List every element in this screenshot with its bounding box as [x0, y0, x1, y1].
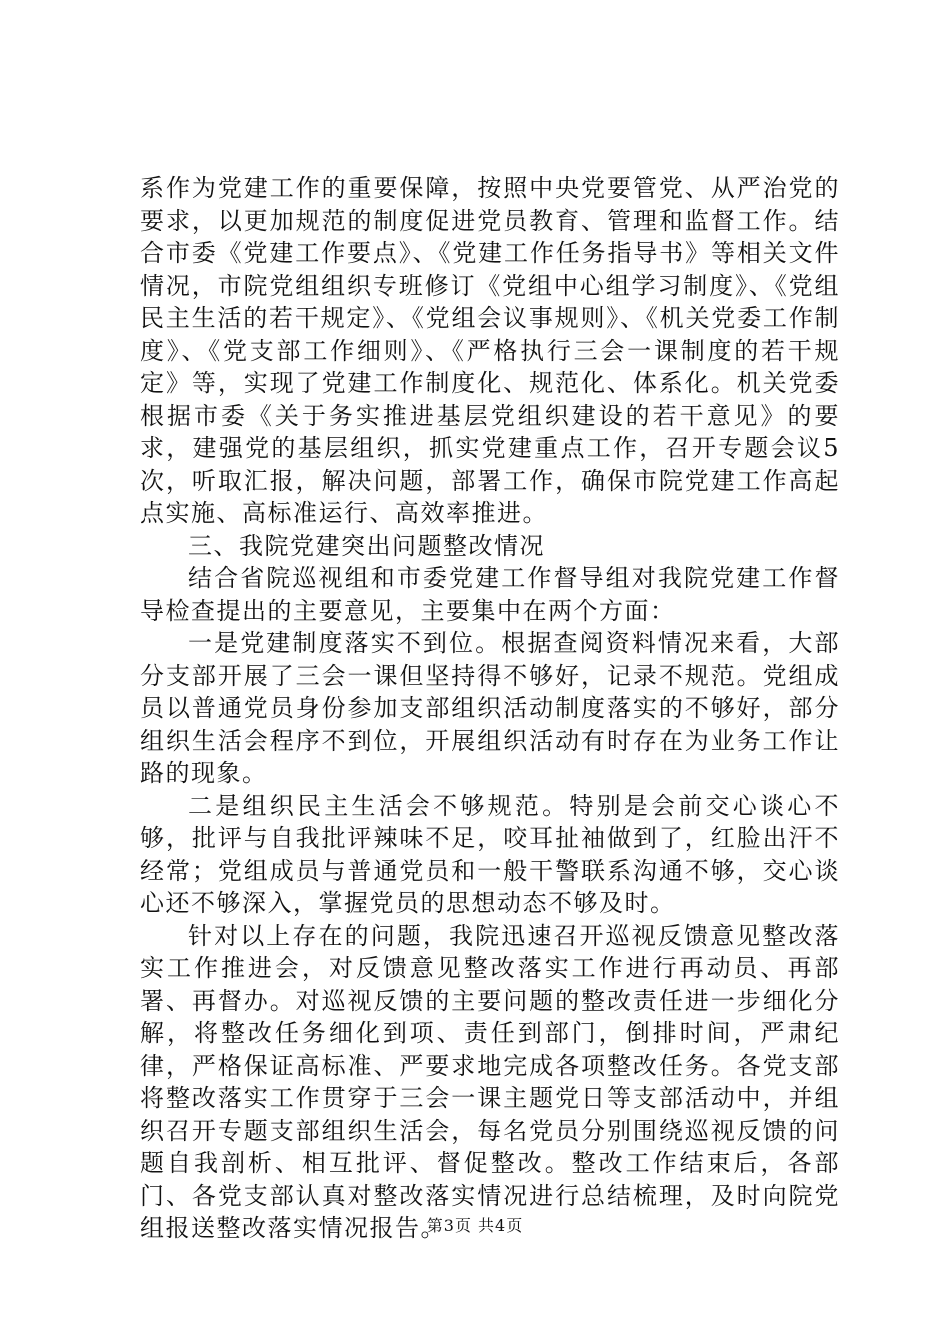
paragraph-issue-one: 一是党建制度落实不到位。根据查阅资料情况来看，大部分支部开展了三会一课但坚持得不够好，记录不规范。党组成员以普通党员身份参加支部组织活动制度落实的不够好，部分组织生活会程序不到位，开展组织活动有时存在为业务工作让路的现象。: [140, 629, 840, 787]
paragraph-intro: 结合省院巡视组和市委党建工作督导组对我院党建工作督导检查提出的主要意见，主要集中在两个方面：: [140, 564, 840, 625]
paragraph-continuation: 系作为党建工作的重要保障，按照中央党要管党、从严治党的要求，以更加规范的制度促进党员教育、管理和监督工作。结合市委《党建工作要点》、《党建工作任务指导书》等相关文件情况，市院党组组织专班修订《党组中心组学习制度》、《党组民主生活的若干规定》、《党组会议事规则》、《机关党委工作制度》、《党支部工作细则》、《严格执行三会一课制度的若干规定》等，实现了党建工作制度化、规范化、体系化。机关党委根据市委《关于务实推进基层党组织建设的若干意见》的要求，建强党的基层组织，抓实党建重点工作，召开专题会议5次，听取汇报，解决问题，部署工作，确保市院党建工作高起点实施、高标准运行、高效率推进。: [140, 174, 840, 527]
body-text: [140, 172, 840, 1245]
page-number-footer: 第3页 共4页: [426, 1216, 524, 1235]
section-heading: 三、我院党建突出问题整改情况: [188, 531, 545, 560]
paragraph-issue-two: 二是组织民主生活会不够规范。特别是会前交心谈心不够，批评与自我批评辣味不足，咬耳扯袖做到了，红脸出汗不经常；党组成员与普通党员和一般干警联系沟通不够，交心谈心还不够深入，掌握党员的思想动态不够及时。: [140, 791, 840, 917]
paragraph-rectification: 针对以上存在的问题，我院迅速召开巡视反馈意见整改落实工作推进会，对反馈意见整改落实工作进行再动员、再部署、再督办。对巡视反馈的主要问题的整改责任进一步细化分解，将整改任务细化到项、责任到部门，倒排时间，严肃纪律，严格保证高标准、严要求地完成各项整改任务。各党支部将整改落实工作贯穿于三会一课主题党日等支部活动中，并组织召开专题支部组织生活会，每名党员分别围绕巡视反馈的问题自我剖析、相互批评、督促整改。整改工作结束后，各部门、各党支部认真对整改落实情况进行总结梳理，及时向院党组报送整改落实情况报告。: [140, 921, 840, 1242]
